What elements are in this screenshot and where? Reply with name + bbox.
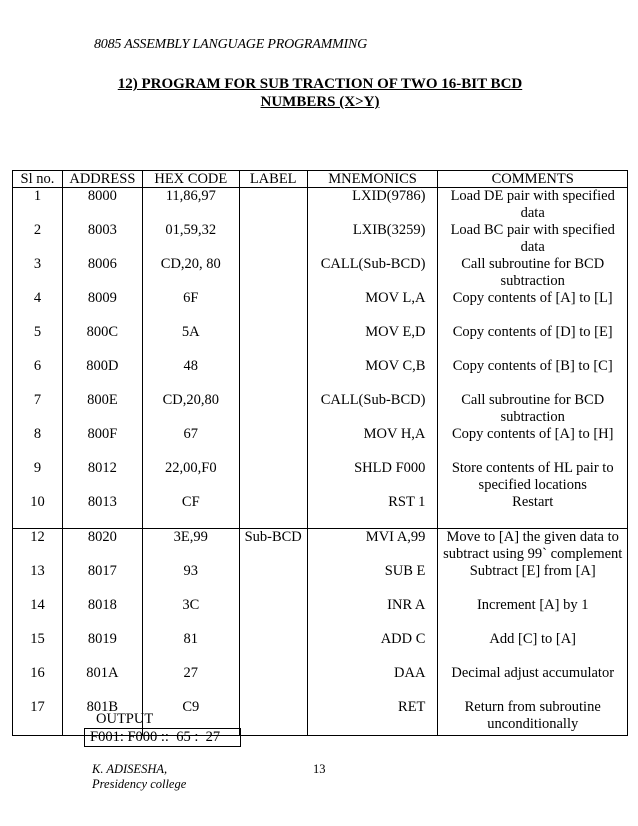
cell-label [239,699,307,736]
cell-comment: Copy contents of [A] to [H] [438,426,628,460]
cell-mnemonic: MOV C,B [307,358,438,392]
cell-label [239,358,307,392]
running-header: 8085 ASSEMBLY LANGUAGE PROGRAMMING [94,37,368,52]
table-row [13,358,628,392]
cell-comment: Copy contents of [B] to [C] [438,358,628,392]
cell-address: 8006 [62,256,142,290]
cell-comment: Restart [438,494,628,529]
table-row [13,460,628,494]
cell-comment: Return from subroutine unconditionally [438,699,628,736]
cell-address: 8003 [62,222,142,256]
cell-mnemonic: RET [307,699,438,736]
output-value-box: F001: F000 :: 65 : 27 [84,728,241,747]
cell-hex-code: C9 [142,699,239,736]
cell-hex-code: 22,00,F0 [142,460,239,494]
cell-sl-no: 2 [13,222,63,256]
output-label: OUTPUT [96,711,154,727]
cell-address: 8018 [62,597,142,631]
table-row [13,188,628,223]
cell-sl-no: 7 [13,392,63,426]
footer-institution: Presidency college [92,777,187,791]
cell-sl-no: 6 [13,358,63,392]
cell-sl-no: 16 [13,665,63,699]
page-number: 13 [313,762,326,776]
cell-address: 800C [62,324,142,358]
table-row [13,256,628,290]
cell-mnemonic: SHLD F000 [307,460,438,494]
program-title [110,75,530,111]
cell-sl-no: 8 [13,426,63,460]
cell-sl-no: 12 [13,529,63,564]
cell-mnemonic: CALL(Sub-BCD) [307,256,438,290]
program-table-body [13,188,628,736]
cell-hex-code: 67 [142,426,239,460]
cell-comment: Move to [A] the given data to subtract using 99` complement [438,529,628,564]
cell-hex-code: 01,59,32 [142,222,239,256]
cell-sl-no: 13 [13,563,63,597]
cell-address: 8012 [62,460,142,494]
table-row [13,631,628,665]
cell-hex-code: 11,86,97 [142,188,239,223]
cell-label: Sub-BCD [239,529,307,564]
cell-hex-code: 93 [142,563,239,597]
table-row [13,597,628,631]
cell-comment: Decimal adjust accumulator [438,665,628,699]
cell-mnemonic: MVI A,99 [307,529,438,564]
table-row [13,665,628,699]
cell-label [239,563,307,597]
cell-address: 801B [62,699,142,736]
cell-sl-no: 9 [13,460,63,494]
cell-sl-no: 4 [13,290,63,324]
table-row [13,563,628,597]
column-header-sl-no: Sl no. [13,171,63,188]
title-line-2: NUMBERS (X>Y) [260,94,380,110]
cell-mnemonic: DAA [307,665,438,699]
footer-author: K. ADISESHA, [92,762,168,776]
cell-hex-code: CD,20, 80 [142,256,239,290]
cell-comment: Call subroutine for BCD subtraction [438,392,628,426]
cell-sl-no: 10 [13,494,63,529]
cell-address: 800D [62,358,142,392]
table-row [13,392,628,426]
cell-mnemonic: MOV L,A [307,290,438,324]
cell-mnemonic: LXIB(3259) [307,222,438,256]
cell-comment: Subtract [E] from [A] [438,563,628,597]
column-header-hex-code: HEX CODE [142,171,239,188]
cell-comment: Load BC pair with specified data [438,222,628,256]
table-header-row [13,171,628,188]
table-row [13,494,628,529]
table-row [13,290,628,324]
cell-comment: Copy contents of [A] to [L] [438,290,628,324]
table-row [13,222,628,256]
cell-mnemonic: CALL(Sub-BCD) [307,392,438,426]
cell-sl-no: 1 [13,188,63,223]
cell-label [239,256,307,290]
cell-mnemonic: INR A [307,597,438,631]
cell-label [239,597,307,631]
cell-mnemonic: SUB E [307,563,438,597]
cell-address: 801A [62,665,142,699]
cell-address: 800E [62,392,142,426]
footer-credit [92,762,186,792]
cell-comment: Load DE pair with specified data [438,188,628,223]
cell-address: 8020 [62,529,142,564]
cell-hex-code: 27 [142,665,239,699]
cell-address: 800F [62,426,142,460]
cell-mnemonic: RST 1 [307,494,438,529]
cell-comment: Add [C] to [A] [438,631,628,665]
cell-label [239,324,307,358]
cell-comment: Store contents of HL pair to specified locations [438,460,628,494]
cell-mnemonic: MOV H,A [307,426,438,460]
program-table [12,170,628,736]
cell-mnemonic: ADD C [307,631,438,665]
cell-label [239,460,307,494]
cell-label [239,188,307,223]
cell-hex-code: 6F [142,290,239,324]
cell-hex-code: CD,20,80 [142,392,239,426]
cell-address: 8019 [62,631,142,665]
table-row [13,529,628,564]
cell-address: 8013 [62,494,142,529]
cell-comment: Copy contents of [D] to [E] [438,324,628,358]
title-line-1: 12) PROGRAM FOR SUB TRACTION OF TWO 16-BIT BCD [117,76,523,92]
cell-address: 8000 [62,188,142,223]
cell-label [239,494,307,529]
cell-hex-code: 48 [142,358,239,392]
cell-sl-no: 14 [13,597,63,631]
cell-hex-code: CF [142,494,239,529]
cell-label [239,290,307,324]
table-row [13,324,628,358]
cell-hex-code: 81 [142,631,239,665]
cell-sl-no: 5 [13,324,63,358]
column-header-mnemonics: MNEMONICS [307,171,438,188]
cell-hex-code: 5A [142,324,239,358]
cell-comment: Increment [A] by 1 [438,597,628,631]
cell-hex-code: 3E,99 [142,529,239,564]
cell-comment: Call subroutine for BCD subtraction [438,256,628,290]
column-header-label: LABEL [239,171,307,188]
cell-label [239,631,307,665]
cell-label [239,392,307,426]
cell-address: 8017 [62,563,142,597]
cell-sl-no: 17 [13,699,63,736]
column-header-comments: COMMENTS [438,171,628,188]
table-row [13,426,628,460]
column-header-address: ADDRESS [62,171,142,188]
cell-label [239,426,307,460]
cell-mnemonic: LXID(9786) [307,188,438,223]
cell-sl-no: 3 [13,256,63,290]
cell-label [239,222,307,256]
cell-hex-code: 3C [142,597,239,631]
cell-address: 8009 [62,290,142,324]
cell-sl-no: 15 [13,631,63,665]
cell-label [239,665,307,699]
cell-mnemonic: MOV E,D [307,324,438,358]
